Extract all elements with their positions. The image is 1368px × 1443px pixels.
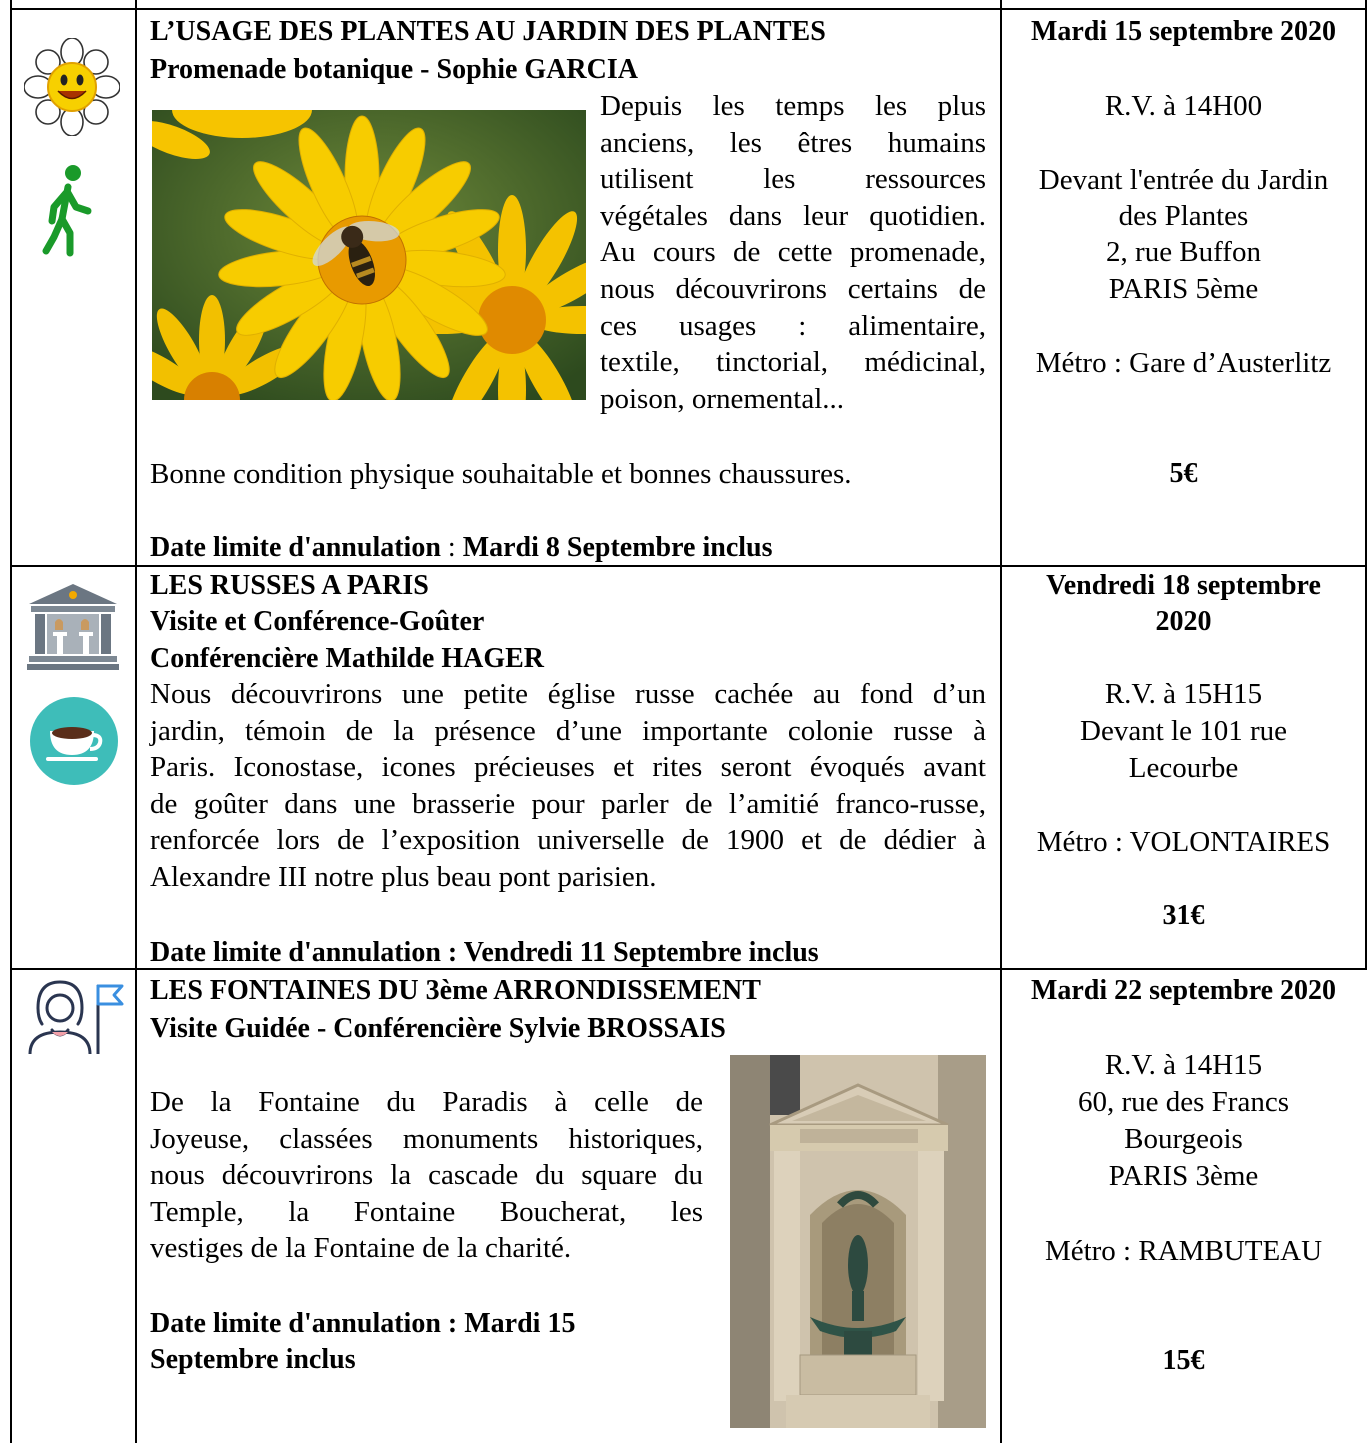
event-3-deadline-line: Date limite d'annulation : Mardi 15 — [150, 1308, 576, 1339]
coffee-cup-icon — [30, 697, 118, 785]
table-border-right-2 — [1365, 565, 1367, 970]
event-3-metro: Métro : RAMBUTEAU — [1044, 1235, 1323, 1267]
event-1-description-line: poison, ornemental... — [600, 382, 845, 415]
event-1-place-line: Devant l'entrée du Jardin — [1038, 164, 1329, 196]
event-2-price: 31€ — [1162, 900, 1205, 931]
event-3-rv: R.V. à 14H15 — [1104, 1049, 1263, 1081]
event-2-description — [150, 676, 986, 896]
event-2-place-line: Lecourbe — [1128, 752, 1239, 784]
event-1-description-line: nous découvrirons certains de — [600, 272, 986, 305]
event-3-place-line: Bourgeois — [1124, 1123, 1243, 1155]
event-2-deadline: Date limite d'annulation : Vendredi 11 Septembre inclus — [150, 937, 819, 968]
event-1-note: Bonne condition physique souhaitable et bonnes chaussures. — [150, 458, 852, 490]
event-1-metro: Métro : Gare d’Austerlitz — [1035, 347, 1332, 379]
event-2-date-line: 2020 — [1155, 606, 1212, 637]
event-1-description — [600, 88, 986, 417]
deadline-value: Mardi 8 Septembre inclus — [462, 532, 773, 563]
event-2-description-line: Nous découvrirons une petite église russe cachée au fond d’un — [150, 678, 986, 710]
deadline-separator: : — [440, 532, 463, 563]
event-2-description-line: de goûter dans une brasserie pour parler de l’amitié franco-russe, — [150, 787, 986, 820]
table-border-right — [1365, 0, 1367, 565]
event-1-description-line: ces usages : alimentaire, — [600, 309, 986, 342]
event-1-description-line: Au cours de cette promenade, — [600, 236, 986, 269]
event-3-place-line: 60, rue des Francs — [1077, 1086, 1289, 1118]
event-3-description-line: vestiges de la Fontaine de la charité. — [150, 1232, 572, 1265]
event-1-description-line: anciens, les êtres humains — [600, 126, 986, 159]
event-2-title: LES RUSSES A PARIS — [150, 570, 429, 601]
table-border-col1 — [135, 0, 137, 1443]
event-3-place-line: PARIS 3ème — [1108, 1160, 1259, 1192]
table-border-left — [10, 0, 12, 1443]
event-2-rv: R.V. à 15H15 — [1104, 678, 1263, 710]
event-1-date: Mardi 15 septembre 2020 — [1030, 16, 1337, 47]
event-1-place-line: des Plantes — [1118, 200, 1249, 232]
guide-with-flag-icon — [28, 980, 128, 1054]
event-2-place-line: Devant le 101 rue — [1080, 715, 1287, 747]
event-2-description-line: Paris. Iconostase, icones précieuses et rites seront évoqués avant — [150, 751, 986, 784]
event-3-subtitle: Visite Guidée - Conférencière Sylvie BROSSAIS — [150, 1013, 726, 1044]
event-1-rv: R.V. à 14H00 — [1104, 90, 1263, 122]
event-2-date-line: Vendredi 18 septembre — [1046, 570, 1321, 601]
walking-person-icon — [40, 163, 100, 259]
event-1-title: L’USAGE DES PLANTES AU JARDIN DES PLANTES — [150, 16, 826, 47]
event-3-date: Mardi 22 septembre 2020 — [1030, 975, 1337, 1006]
smiling-daisy-icon — [24, 38, 120, 136]
event-2-subtitle-line: Conférencière Mathilde HAGER — [150, 643, 545, 674]
event-1-subtitle: Promenade botanique - Sophie GARCIA — [150, 54, 638, 85]
museum-icon — [27, 582, 119, 670]
event-1-description-line: Depuis les temps les plus — [600, 90, 986, 122]
fountain-photo — [730, 1055, 986, 1428]
event-2-metro: Métro : VOLONTAIRES — [1036, 826, 1331, 858]
event-3-description-line: Joyeuse, classées monuments historiques, — [150, 1122, 703, 1155]
event-1-description-line: textile, tinctorial, médicinal, — [600, 346, 986, 379]
event-3-description — [150, 1084, 703, 1267]
event-1-description-line: utilisent les ressources — [600, 163, 986, 196]
event-1-deadline — [150, 530, 773, 566]
event-3-price: 15€ — [1162, 1345, 1205, 1376]
event-1-price: 5€ — [1169, 458, 1198, 489]
event-1-place-line: PARIS 5ème — [1108, 273, 1259, 305]
event-3-description-line: Temple, la Fontaine Boucherat, les — [150, 1195, 703, 1228]
event-3-title: LES FONTAINES DU 3ème ARRONDISSEMENT — [150, 975, 761, 1006]
event-2-subtitle-line: Visite et Conférence-Goûter — [150, 606, 485, 637]
deadline-label: Date limite d'annulation — [150, 532, 441, 563]
event-2-description-line: Alexandre III notre plus beau pont parisien. — [150, 860, 657, 893]
table-border-top — [10, 8, 1366, 10]
event-2-description-line: jardin, témoin de la présence d’une importante colonie russe à — [150, 714, 986, 747]
event-2-description-line: renforcée lors de l’exposition universelle de 1900 et de dédier à — [150, 824, 986, 857]
event-3-deadline-line: Septembre inclus — [150, 1344, 356, 1375]
event-1-description-line: végétales dans leur quotidien. — [600, 199, 986, 232]
event-1-place-line: 2, rue Buffon — [1106, 236, 1261, 268]
event-3-description-line: nous découvrirons la cascade du square du — [150, 1159, 703, 1192]
event-3-description-line: De la Fontaine du Paradis à celle de — [150, 1086, 703, 1118]
sunflower-bee-photo — [152, 110, 586, 400]
